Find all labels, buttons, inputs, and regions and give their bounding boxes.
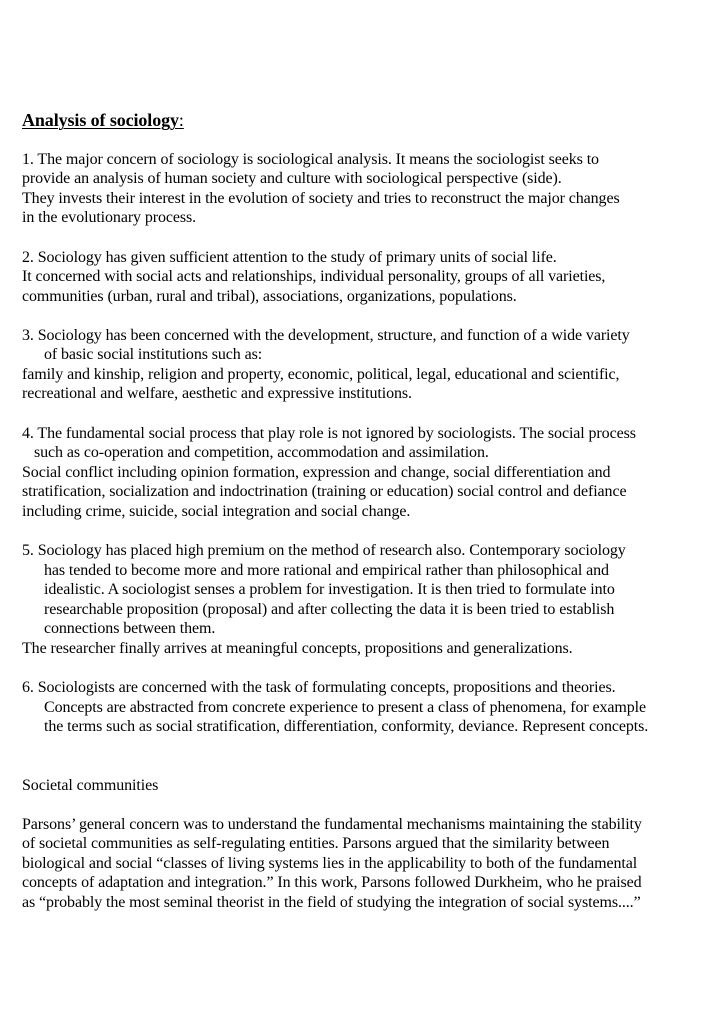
- paragraph-line: in the evolutionary process.: [22, 209, 197, 226]
- paragraph-line: stratification, socialization and indoctrination (training or education) social control and defiance: [22, 483, 627, 500]
- paragraph-line: including crime, suicide, social integration and social change.: [22, 503, 411, 520]
- section-heading-analysis-of-sociology: [22, 109, 184, 131]
- paragraph-line: researchable proposition (proposal) and after collecting the data it is been tried to establish: [44, 601, 615, 618]
- heading-colon: :: [178, 110, 184, 130]
- paragraph-line: has tended to become more and more rational and empirical rather than philosophical and: [44, 562, 609, 579]
- paragraph-line: 1. The major concern of sociology is sociological analysis. It means the sociologist seeks to: [22, 151, 599, 168]
- paragraph-line: Parsons’ general concern was to understand the fundamental mechanisms maintaining the stability: [22, 816, 642, 833]
- paragraph-line: as “probably the most seminal theorist in the field of studying the integration of social systems....”: [22, 894, 641, 911]
- paragraph-line: concepts of adaptation and integration.” In this work, Parsons followed Durkheim, who he praised: [22, 874, 642, 891]
- paragraph-line: Social conflict including opinion formation, expression and change, social differentiation and: [22, 464, 611, 481]
- paragraph-line: communities (urban, rural and tribal), associations, organizations, populations.: [22, 288, 517, 305]
- paragraph-line: family and kinship, religion and property, economic, political, legal, educational and scientific,: [22, 366, 620, 383]
- paragraph-line: 6. Sociologists are concerned with the task of formulating concepts, propositions and theories.: [22, 679, 616, 696]
- paragraph-line: idealistic. A sociologist senses a problem for investigation. It is then tried to formulate into: [44, 581, 615, 598]
- paragraph-line: the terms such as social stratification, differentiation, conformity, deviance. Represent concepts.: [44, 718, 649, 735]
- heading-title: Analysis of sociology: [22, 110, 179, 130]
- paragraph-line: Concepts are abstracted from concrete experience to present a class of phenomena, for example: [44, 699, 646, 716]
- paragraph-line: It concerned with social acts and relationships, individual personality, groups of all varieties,: [22, 268, 606, 285]
- section-title-societal-communities: Societal communities: [22, 777, 159, 794]
- paragraph-line: of societal communities as self-regulating entities. Parsons argued that the similarity between: [22, 835, 610, 852]
- paragraph-line: 4. The fundamental social process that play role is not ignored by sociologists. The social process: [22, 425, 636, 442]
- paragraph-line: The researcher finally arrives at meaningful concepts, propositions and generalizations.: [22, 640, 573, 657]
- paragraph-line: They invests their interest in the evolution of society and tries to reconstruct the major changes: [22, 190, 620, 207]
- paragraph-line: such as co-operation and competition, accommodation and assimilation.: [34, 444, 489, 461]
- paragraph-line: 2. Sociology has given sufficient attention to the study of primary units of social life.: [22, 249, 557, 266]
- paragraph-line: biological and social “classes of living systems lies in the applicability to both of the fundamental: [22, 855, 638, 872]
- paragraph-line: recreational and welfare, aesthetic and expressive institutions.: [22, 385, 412, 402]
- paragraph-line: connections between them.: [44, 620, 216, 637]
- paragraph-line: 5. Sociology has placed high premium on the method of research also. Contemporary sociology: [22, 542, 626, 559]
- paragraph-line: of basic social institutions such as:: [44, 346, 263, 363]
- paragraph-line: 3. Sociology has been concerned with the development, structure, and function of a wide variety: [22, 327, 630, 344]
- paragraph-line: provide an analysis of human society and culture with sociological perspective (side).: [22, 170, 562, 187]
